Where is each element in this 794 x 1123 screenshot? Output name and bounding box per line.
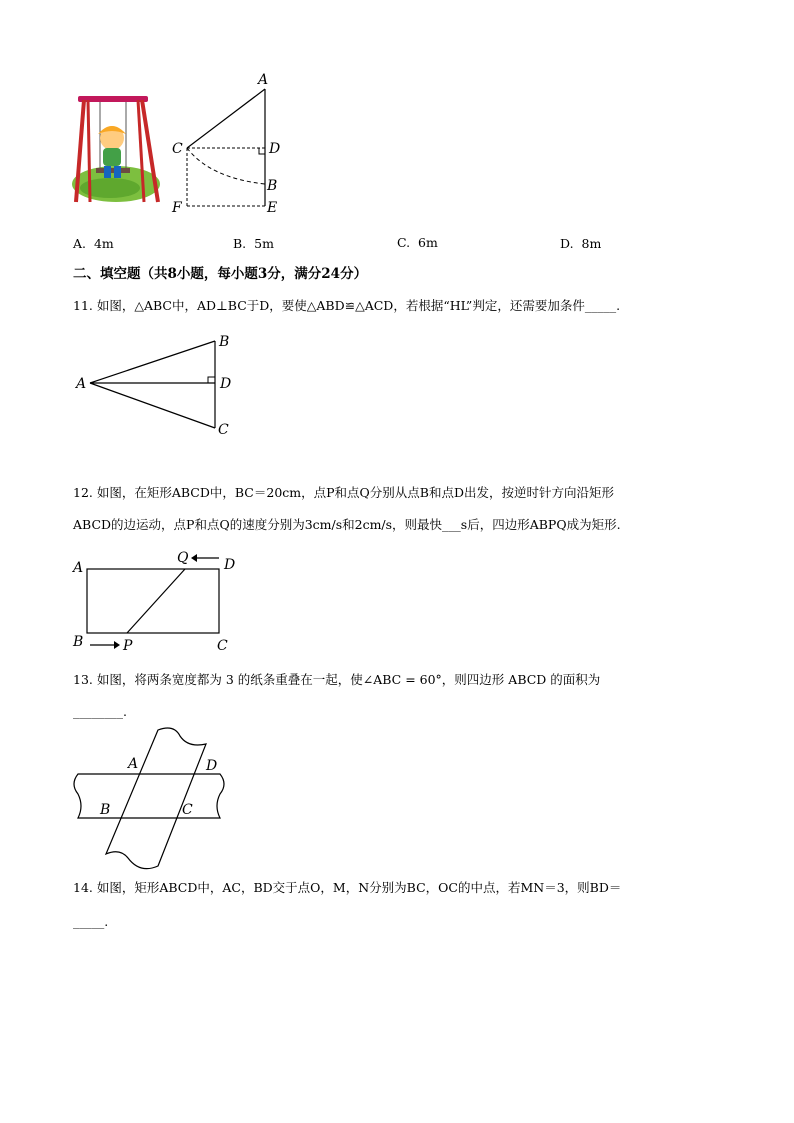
q10-option-a: A. 4m: [73, 236, 114, 251]
q10-label-a: A: [258, 72, 269, 88]
q10-label-f: F: [172, 200, 182, 216]
q10-label-b: B: [267, 178, 278, 194]
q11-text: 11. 如图，△ABC中，AD⊥BC于D，要使△ABD≌△ACD，若根据“HL”判定，还需要加条件_____.: [73, 298, 621, 313]
q11-label-c: C: [218, 422, 229, 438]
q12-label-d: D: [224, 557, 236, 573]
q12-label-a: A: [73, 560, 84, 576]
q12-label-b: B: [73, 634, 84, 650]
q13-text-line2: ________.: [73, 704, 127, 719]
q11-label-b: B: [219, 334, 230, 350]
q11-label-a: A: [76, 376, 87, 392]
q10-option-b: B. 5m: [233, 236, 274, 251]
q10-option-d: D. 8m: [560, 236, 602, 251]
q10-label-e: E: [267, 200, 278, 216]
swing-illustration: [70, 92, 165, 212]
q10-option-c: C. 6m: [397, 235, 438, 250]
q14-text-line2: _____.: [73, 914, 109, 929]
q12-rectangle-figure: [70, 550, 250, 655]
q11-label-d: D: [220, 376, 232, 392]
q10-label-c: C: [172, 141, 183, 157]
q13-label-b: B: [100, 802, 111, 818]
q13-label-d: D: [206, 758, 218, 774]
q10-label-d: D: [269, 141, 281, 157]
q12-text-line1: 12. 如图，在矩形ABCD中，BC＝20cm，点P和点Q分别从点B和点D出发，按逆时针方向沿矩形: [73, 485, 614, 500]
q12-label-c: C: [217, 638, 228, 654]
q13-paper-strips-figure: [70, 726, 240, 871]
q13-label-c: C: [182, 802, 193, 818]
q13-label-a: A: [128, 756, 139, 772]
q14-text-line1: 14. 如图，矩形ABCD中，AC，BD交于点O，M，N分别为BC，OC的中点，若MN＝3，则BD＝: [73, 880, 622, 895]
q12-text-line2: ABCD的边运动，点P和点Q的速度分别为3cm/s和2cm/s，则最快___s后，四边形ABPQ成为矩形.: [73, 517, 621, 532]
section-title: 二、填空题（共8小题，每小题3分，满分24分）: [73, 266, 368, 282]
q12-label-q: Q: [177, 550, 189, 566]
q13-text-line1: 13. 如图，将两条宽度都为 3 的纸条重叠在一起，使∠ABC = 60°，则四边形 ABCD 的面积为: [73, 672, 601, 687]
q10-geometry-figure: [170, 70, 290, 220]
q12-label-p: P: [123, 638, 133, 654]
q11-triangle-figure: [74, 332, 244, 440]
